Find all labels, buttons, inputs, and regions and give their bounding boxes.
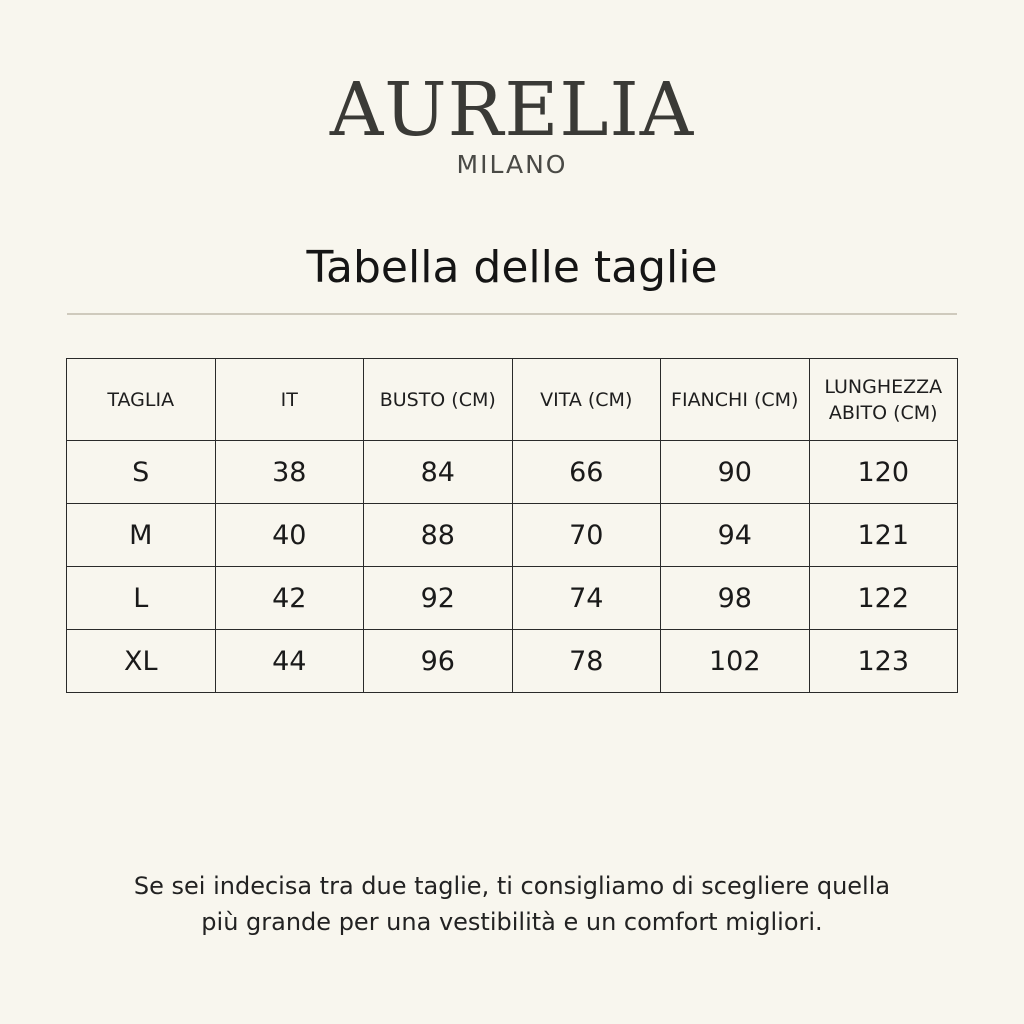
cell-fianchi: 90	[661, 441, 810, 504]
cell-fianchi: 102	[661, 630, 810, 693]
cell-taglia: L	[67, 567, 216, 630]
header-lunghezza-abito	[809, 359, 958, 441]
page-title: Tabella delle taglie	[306, 242, 718, 293]
cell-busto: 96	[364, 630, 513, 693]
cell-vita: 66	[512, 441, 661, 504]
brand-location: MILANO	[456, 150, 568, 179]
cell-taglia: M	[67, 504, 216, 567]
size-advice-note	[0, 868, 1024, 940]
cell-busto: 84	[364, 441, 513, 504]
cell-it: 42	[215, 567, 364, 630]
cell-taglia: S	[67, 441, 216, 504]
cell-it: 40	[215, 504, 364, 567]
cell-busto: 92	[364, 567, 513, 630]
cell-vita: 70	[512, 504, 661, 567]
cell-taglia: XL	[67, 630, 216, 693]
cell-lunghezza: 121	[809, 504, 958, 567]
table-row	[67, 567, 958, 630]
header-busto: BUSTO (CM)	[364, 359, 513, 441]
header-lunghezza-line1: LUNGHEZZA	[824, 375, 943, 398]
cell-vita: 78	[512, 630, 661, 693]
table-row	[67, 630, 958, 693]
table-row	[67, 441, 958, 504]
cell-fianchi: 94	[661, 504, 810, 567]
cell-lunghezza: 120	[809, 441, 958, 504]
header-it: IT	[215, 359, 364, 441]
header-lunghezza-line2: ABITO (CM)	[828, 401, 938, 424]
title-divider	[67, 313, 957, 315]
table-header-row	[67, 359, 958, 441]
cell-lunghezza: 123	[809, 630, 958, 693]
header-vita: VITA (CM)	[512, 359, 661, 441]
header-taglia: TAGLIA	[67, 359, 216, 441]
size-chart-table	[66, 358, 958, 693]
header-fianchi: FIANCHI (CM)	[661, 359, 810, 441]
cell-it: 44	[215, 630, 364, 693]
cell-busto: 88	[364, 504, 513, 567]
cell-it: 38	[215, 441, 364, 504]
note-line-2: più grande per una vestibilità e un comfort migliori.	[201, 908, 823, 936]
cell-vita: 74	[512, 567, 661, 630]
brand-name: AURELIA	[329, 67, 695, 153]
cell-fianchi: 98	[661, 567, 810, 630]
note-line-1: Se sei indecisa tra due taglie, ti consigliamo di scegliere quella	[133, 872, 891, 900]
brand-logo	[0, 68, 1024, 180]
table-row	[67, 504, 958, 567]
cell-lunghezza: 122	[809, 567, 958, 630]
